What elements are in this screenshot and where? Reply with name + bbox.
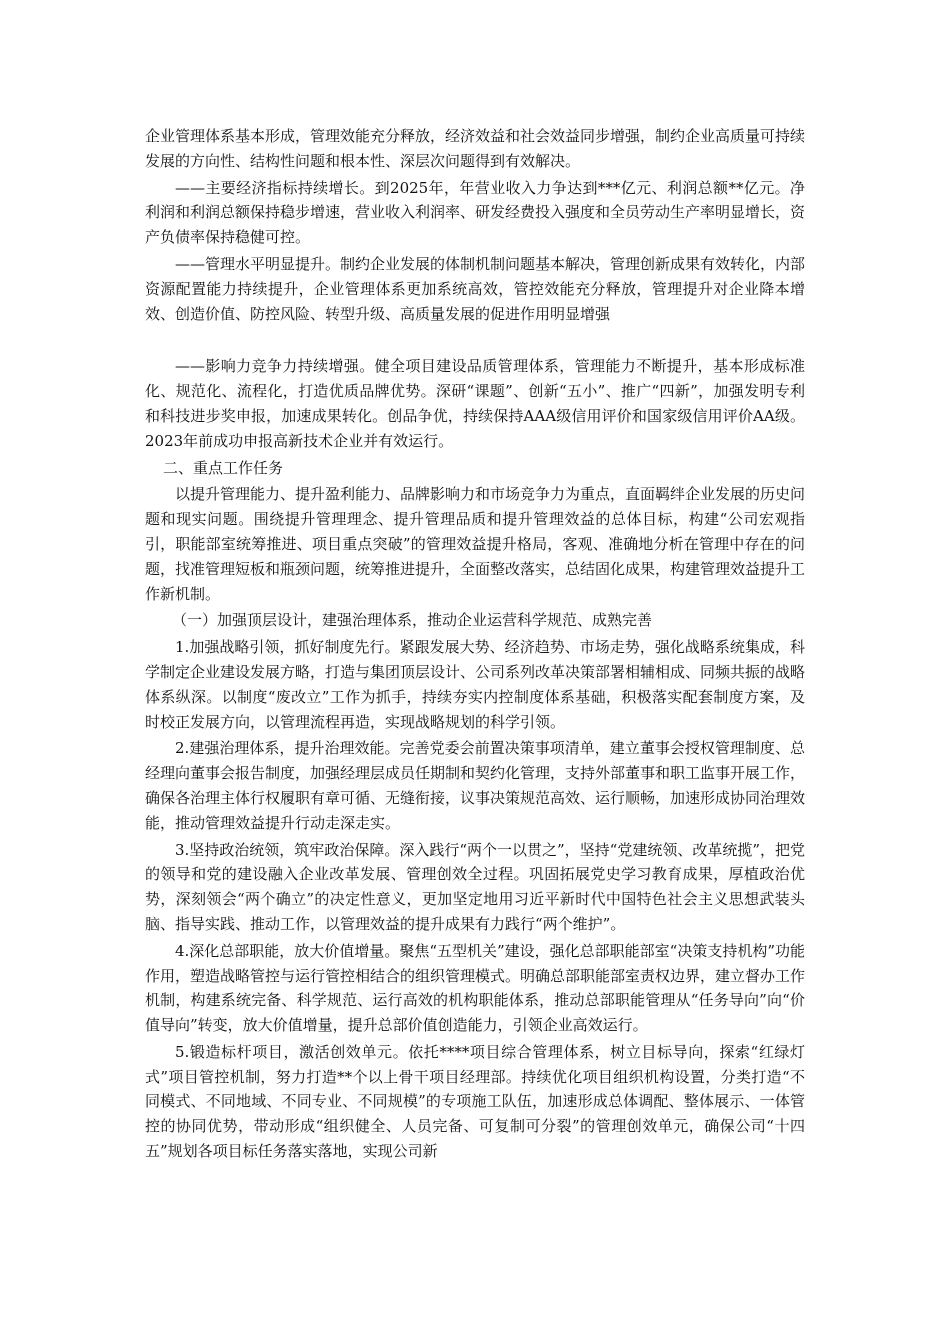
document-body — [145, 124, 805, 1166]
paragraph-spacer — [145, 328, 805, 354]
section-heading-key-tasks: 二、重点工作任务 — [163, 458, 284, 477]
paragraph-economic-indicators: ——主要经济指标持续增长。到2025年，年营业收入力争达到***亿元、利润总额**亿元。净利润和利润总额保持稳步增速，营业收入利润率、研发经费投入强度和全员劳动生产率明显增长，资产负债率保持稳健可控。 — [145, 178, 806, 247]
paragraph-item-4: 4.深化总部职能，放大价值增量。聚焦“五型机关”建设，强化总部职能部室“决策支持机构”功能作用，塑造战略管控与运行管控相结合的组织管理模式。明确总部职能部室责权边界，建立督办工作机制，构建系统完备、科学规范、运行高效的机构职能体系，推动总部职能管理从“任务导向”向“价值导向”转变，放大价值增量，提升总部价值创造能力，引领企业高效运行。 — [145, 941, 806, 1035]
paragraph-intro: 企业管理体系基本形成，管理效能充分释放，经济效益和社会效益同步增强，制约企业高质量可持续发展的方向性、结构性问题和根本性、深层次问题得到有效解决。 — [145, 127, 806, 170]
paragraph-item-2: 2.建强治理体系，提升治理效能。完善党委会前置决策事项清单，建立董事会授权管理制度、总经理向董事会报告制度，加强经理层成员任期制和契约化管理，支持外部董事和职工监事开展工作，确保各治理主体行权履职有章可循、无缝衔接，议事决策规范高效、运行顺畅，加速形成协同治理效能，推动管理效益提升行动走深走实。 — [145, 739, 806, 832]
paragraph-key-tasks-overview: 以提升管理能力、提升盈利能力、品牌影响力和市场竞争力为重点，直面羁绊企业发展的历史问题和现实问题。围绕提升管理理念、提升管理品质和提升管理效益的总体目标，构建“公司宏观指引，职能部室统筹推进、项目重点突破”的管理效益提升格局，客观、准确地分析在管理中存在的问题，找准管理短板和瓶颈问题，统筹推进提升，全面整改落实，总结固化成果，构建管理效益提升工作新机制。 — [145, 485, 806, 603]
paragraph-item-5: 5.锻造标杆项目，激活创效单元。依托****项目综合管理体系，树立目标导向，探索“红绿灯式”项目管控机制，努力打造**个以上骨干项目经理部。持续优化项目组织机构设置，分类打造“不同模式、不同地域、不同专业、不同规模”的专项施工队伍，加速形成总体调配、整体展示、一体管控的协同优势，带动形成“组织健全、人员完备、可复制可分裂”的管理创效单元，确保公司“十四五”规划各项目标任务落实落地，实现公司新 — [145, 1042, 805, 1161]
paragraph-influence: ——影响力竞争力持续增强。健全项目建设品质管理体系，管理能力不断提升，基本形成标准化、规范化、流程化，打造优质品牌优势。深研“课题”、创新“五小”、推广“四新”，加强发明专利和科技进步奖申报，加速成果转化。创品争优，持续保持AAA级信用评价和国家级信用评价AA级。2023年前成功申报高新技术企业并有效运行。 — [145, 357, 805, 450]
paragraph-item-1: 1.加强战略引领，抓好制度先行。紧跟发展大势、经济趋势、市场走势，强化战略系统集成，科学制定企业建设发展方略，打造与集团顶层设计、公司系列改革决策部署相辅相成、同频共振的战略体系纵深。以制度“废改立”工作为抓手，持续夯实内控制度体系基础，积极落实配套制度方案，及时校正发展方向，以管理流程再造，实现战略规划的科学引领。 — [145, 638, 806, 731]
paragraph-management-level: ——管理水平明显提升。制约企业发展的体制机制问题基本解决，管理创新成果有效转化，内部资源配置能力持续提升，企业管理体系更加系统高效，管控效能充分释放，管理提升对企业降本增效、创造价值、防控风险、转型升级、高质量发展的促进作用明显增强 — [145, 254, 806, 323]
subsection-heading-top-design: （一）加强顶层设计，建强治理体系，推动企业运营科学规范、成熟完善 — [172, 611, 653, 630]
paragraph-item-3: 3.坚持政治统领，筑牢政治保障。深入践行“两个一以贯之”，坚持“党建统领、改革统揽”，把党的领导和党的建设融入企业改革发展、管理创效全过程。巩固拓展党史学习教育成果，厚植政治优势，深刻领会“两个确立”的决定性意义，更加坚定地用习近平新时代中国特色社会主义思想武装头脑、指导实践、推动工作，以管理效益的提升成果有力践行“两个维护”。 — [145, 840, 805, 933]
